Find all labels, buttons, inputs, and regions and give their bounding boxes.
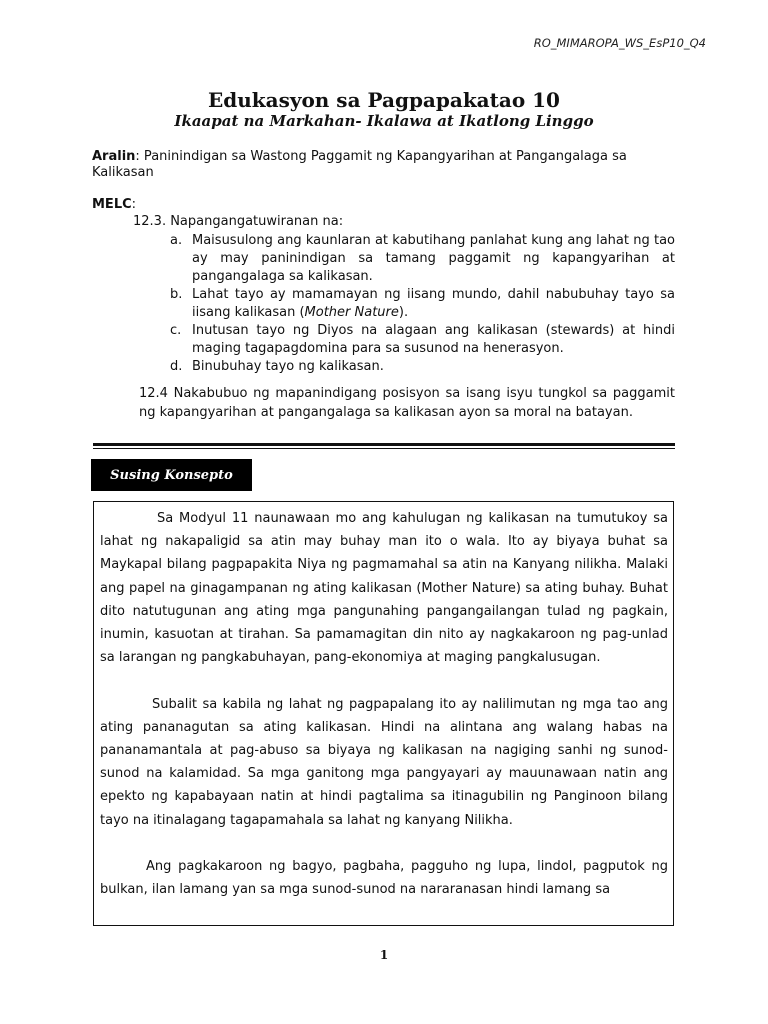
list-marker: b. bbox=[170, 287, 183, 302]
list-item-italic: Mother Nature bbox=[304, 305, 399, 320]
list-item bbox=[170, 322, 675, 358]
list-item bbox=[170, 232, 675, 286]
list-item-text: Lahat tayo ay mamamayan ng iisang mundo, dahil nabubuhay tayo sa iisang kalikasan ( bbox=[192, 287, 675, 320]
list-item-text: Maisusulong ang kaunlaran at kabutihang panlahat kung ang lahat ng tao ay may paninindigan sa tamang paggamit ng kapangyarihan at pangangalaga sa kalikasan. bbox=[192, 233, 675, 284]
list-item bbox=[170, 286, 675, 322]
list-marker: a. bbox=[170, 233, 183, 248]
concept-text bbox=[100, 507, 668, 901]
section-divider-thick bbox=[93, 443, 675, 446]
melc-colon: : bbox=[131, 197, 137, 212]
list-item bbox=[170, 358, 675, 376]
concept-paragraph-1: Sa Modyul 11 naunawaan mo ang kahulugan ng kalikasan na tumutukoy sa lahat ng nakapaligid sa atin may buhay man ito o wala. Ito ay biyaya buhat sa Maykapal bilang pagpapakita Niya ng pagmamahal sa atin na Kanyang nilikha. Malaki ang papel na ginagampanan ng ating kalikasan (Mother Nature) sa ating buhay. Buhat dito natutugunan ang ating mga pangunahing pangangailangan tulad ng pagkain, inumin, kasuotan at tirahan. Sa pamamagitan din nito ay nagkakaroon ng pag-unlad sa larangan ng pangkabuhayan, pang-ekonomiya at maging pangkalusugan. bbox=[100, 511, 668, 666]
concept-paragraph-3: Ang pagkakaroon ng bagyo, pagbaha, pagguho ng lupa, lindol, pagputok ng bulkan, ilan lamang yan sa mga sunod-sunod na nararanasan hindi lamang sa bbox=[100, 859, 668, 898]
list-marker: c. bbox=[170, 323, 182, 338]
list-item-text: Inutusan tayo ng Diyos na alagaan ang kalikasan (stewards) at hindi maging tagapagdomina para sa susunod na henerasyon. bbox=[192, 323, 675, 356]
melc-subheading: 12.3. Napangangatuwiranan na: bbox=[133, 214, 344, 229]
section-badge: Susing Konsepto bbox=[91, 459, 252, 491]
section-divider-thin bbox=[93, 448, 675, 449]
melc-list bbox=[170, 232, 675, 376]
concept-box bbox=[93, 501, 674, 926]
document-code: RO_MIMAROPA_WS_EsP10_Q4 bbox=[533, 36, 706, 50]
aralin-label: Aralin bbox=[92, 149, 136, 164]
aralin-text: : Paninindigan sa Wastong Paggamit ng Kapangyarihan at Pangangalaga sa Kalikasan bbox=[92, 149, 627, 180]
melc-label: MELC bbox=[92, 197, 132, 212]
page-number: 1 bbox=[379, 948, 389, 962]
list-item-text-end: ). bbox=[398, 305, 409, 320]
document-title: Edukasyon sa Pagpapakatao 10 bbox=[208, 88, 560, 112]
melc-heading bbox=[92, 197, 136, 212]
melc-item-12-4: 12.4 Nakabubuo ng mapanindigang posisyon sa isang isyu tungkol sa paggamit ng kapangyarihan at pangangalaga sa kalikasan ayon sa moral na batayan. bbox=[139, 386, 675, 420]
list-marker: d. bbox=[170, 359, 183, 374]
document-subtitle: Ikaapat na Markahan- Ikalawa at Ikatlong Linggo bbox=[174, 112, 594, 130]
concept-paragraph-2: Subalit sa kabila ng lahat ng pagpapalang ito ay nalilimutan ng mga tao ang ating pananagutan sa ating kalikasan. Hindi na alintana ang walang habas na pananamantala at pag-abuso sa biyaya ng kalikasan na nagiging sanhi ng sunod-sunod na kalamidad. Sa mga ganitong mga pangyayari ay mauunawaan natin ang epekto ng kapabayaan natin at hindi pagtalima sa itinagubilin ng Panginoon bilang tayo na itinalagang tagapamahala sa lahat ng kanyang Nilikha. bbox=[100, 696, 668, 828]
aralin-line bbox=[92, 149, 682, 181]
list-item-text: Binubuhay tayo ng kalikasan. bbox=[192, 359, 384, 374]
